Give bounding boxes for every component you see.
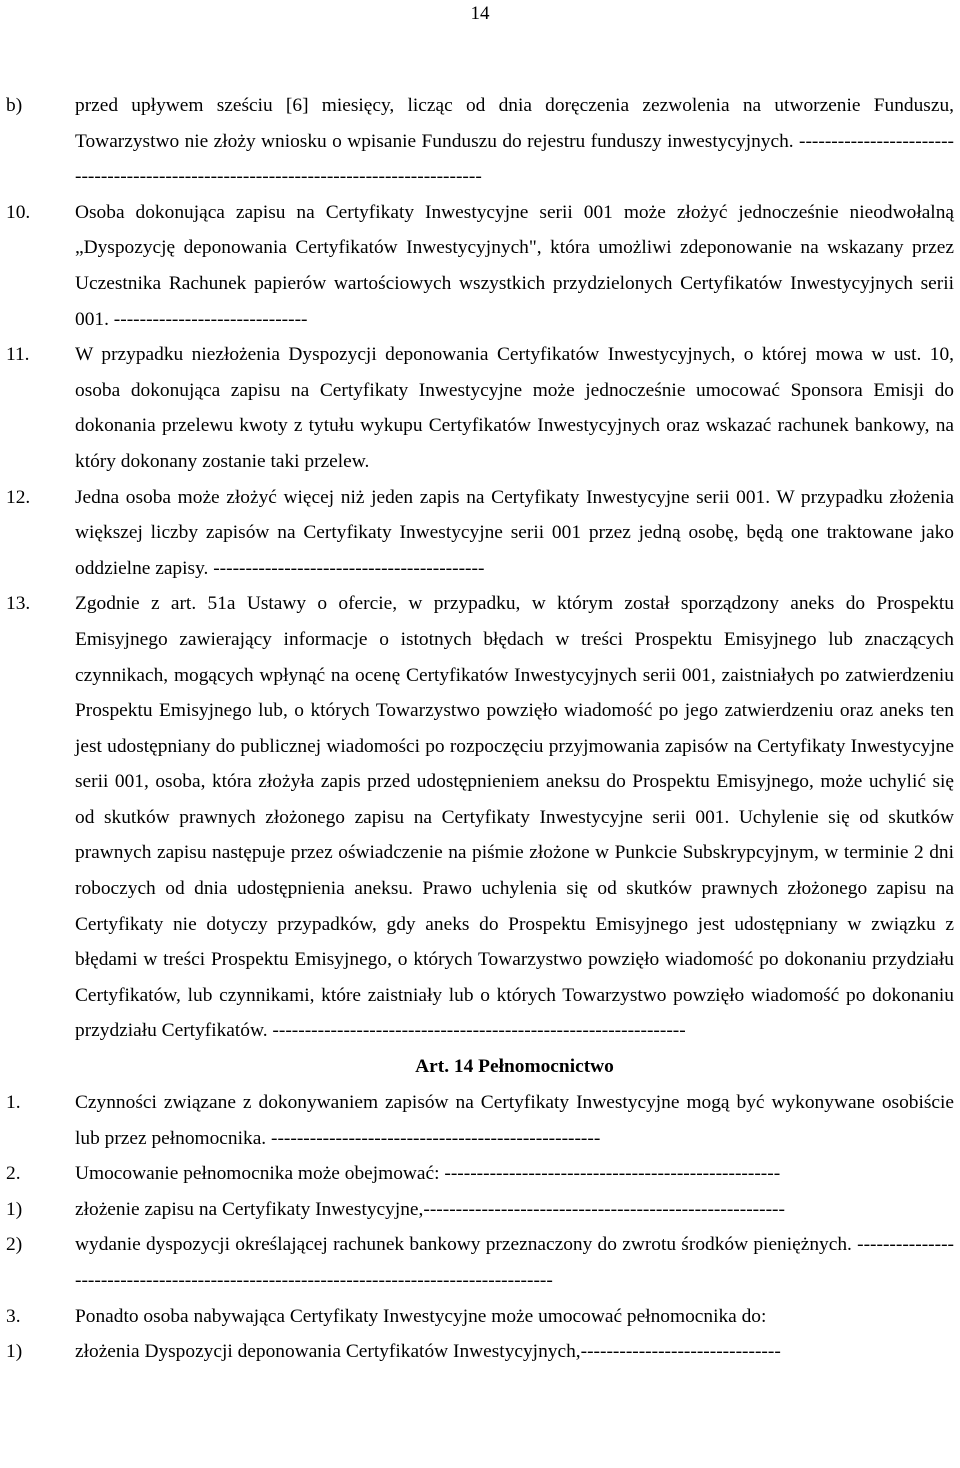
list-item-text: Ponadto osoba nabywająca Certyfikaty Inwestycyjne może umocować pełnomocnika do: bbox=[75, 1305, 767, 1327]
list-item-number: 3. bbox=[6, 1305, 21, 1327]
list-item-12 bbox=[6, 480, 954, 587]
document-body bbox=[6, 88, 954, 1370]
list-item-text: Jedna osoba może złożyć więcej niż jeden zapis na Certyfikaty Inwestycyjne serii 001. W przypadku złożenia większej liczby zapisów na Certyfikaty Inwestycyjne serii 001 przez jedną osobę, będą one traktowane jako oddzielne zapisy. ------------------------------------------ bbox=[75, 486, 954, 579]
list-item-number: 1) bbox=[6, 1341, 23, 1363]
art14-item-3 bbox=[6, 1299, 954, 1335]
list-item-b bbox=[6, 88, 954, 195]
art14-subitem-2 bbox=[6, 1227, 954, 1298]
list-item-number: 10. bbox=[6, 201, 31, 223]
list-item-number: b) bbox=[6, 95, 23, 116]
art14-subitem-1 bbox=[6, 1192, 954, 1228]
list-item-number: 1. bbox=[6, 1092, 21, 1114]
art14-item-2 bbox=[6, 1156, 954, 1192]
list-item-text: Czynności związane z dokonywaniem zapisów na Certyfikaty Inwestycyjne mogą być wykonywane osobiście lub przez pełnomocnika. --------------------------------------------------- bbox=[75, 1092, 954, 1149]
article-heading: Art. 14 Pełnomocnictwo bbox=[415, 1056, 614, 1078]
list-item-text: Umocowanie pełnomocnika może obejmować: ---------------------------------------------------- bbox=[75, 1163, 781, 1185]
list-item-number: 11. bbox=[6, 344, 30, 366]
list-item-number: 12. bbox=[6, 486, 31, 508]
list-item-text: Osoba dokonująca zapisu na Certyfikaty Inwestycyjne serii 001 może złożyć jednocześnie nieodwołalną „Dyspozycję deponowania Certyfikatów Inwestycyjnych", która umożliwi zdeponowanie na wskazany przez Uczestnika Rachunek papierów wartościowych wszystkich przydzielonych Certyfikatów Inwestycyjnych serii 001. ------------------------------ bbox=[75, 201, 954, 330]
list-item-text: W przypadku niezłożenia Dyspozycji deponowania Certyfikatów Inwestycyjnych, o której mowa w ust. 10, osoba dokonująca zapisu na Certyfikaty Inwestycyjne może jednocześnie umocować Sponsora Emisji do dokonania przelewu kwoty z tytułu wykupu Certyfikatów Inwestycyjnych oraz wskazać rachunek bankowy, na który dokonany zostanie taki przelew. bbox=[75, 344, 954, 472]
list-item-text: złożenia Dyspozycji deponowania Certyfikatów Inwestycyjnych,------------------------------- bbox=[75, 1341, 781, 1363]
page-number: 14 bbox=[470, 3, 490, 24]
list-item-13 bbox=[6, 586, 954, 1049]
list-item-text: Zgodnie z art. 51a Ustawy o ofercie, w przypadku, w którym został sporządzony aneks do Prospektu Emisyjnego zawierający informacje o istotnych błędach w treści Prospektu Emisyjnego lub znaczących czynnikach, mogących wpłynąć na ocenę Certyfikatów Inwestycyjnych serii 001, zaistniałych po zatwierdzeniu Prospektu Emisyjnego lub, o których Towarzystwo powzięło wiadomość po jego zatwierdzeniu oraz aneks ten jest udostępniany do publicznej wiadomości po rozpoczęciu przyjmowania zapisów na Certyfikaty Inwestycyjne serii 001, osoba, która złożyła zapis przed udostępnieniem aneksu do Prospektu Emisyjnego, może uchylić się od skutków prawnych złożonego zapisu na Certyfikaty Inwestycyjne serii 001. Uchylenie się od skutków prawnych zapisu następuje przez oświadczenie na piśmie złożone w Punkcie Subskrypcyjnym, w terminie 2 dni roboczych od dnia udostępnienia aneksu. Prawo uchylenia się od skutków prawnych złożonego zapisu na Certyfikaty nie dotyczy przypadków, gdy aneks do Prospektu Emisyjnego jest udostępniany w związku z błędami w treści Prospektu Emisyjnego, o których Towarzystwo powzięło wiadomość po dokonaniu przydziału Certyfikatów, lub czynnikami, które zaistniały lub o których Towarzystwo powzięło wiadomość po dokonaniu przydziału Certyfikatów. ---------------------------------------------------------------- bbox=[75, 593, 954, 1042]
list-item-number: 2) bbox=[6, 1234, 23, 1256]
list-item-number: 2. bbox=[6, 1163, 21, 1185]
list-item-number: 13. bbox=[6, 593, 31, 615]
list-item-11 bbox=[6, 337, 954, 479]
list-item-10 bbox=[6, 195, 954, 337]
list-item-number: 1) bbox=[6, 1198, 23, 1220]
list-item-text: wydanie dyspozycji określającej rachunek bankowy przeznaczony do zwrotu środków pieniężnych. ----------------------------------------------------------------------------------------- bbox=[75, 1234, 954, 1291]
list-item-text: złożenie zapisu na Certyfikaty Inwestycyjne,-------------------------------------------------------- bbox=[75, 1198, 785, 1220]
art14-item-1 bbox=[6, 1085, 954, 1156]
art14-item-3-subitem-1 bbox=[6, 1334, 954, 1370]
list-item-text: przed upływem sześciu [6] miesięcy, licząc od dnia doręczenia zezwolenia na utworzenie Funduszu, Towarzystwo nie złoży wniosku o wpisanie Funduszu do rejestru funduszy inwestycyjnych. --------------------------------------------------------------------------------------- bbox=[75, 95, 954, 188]
